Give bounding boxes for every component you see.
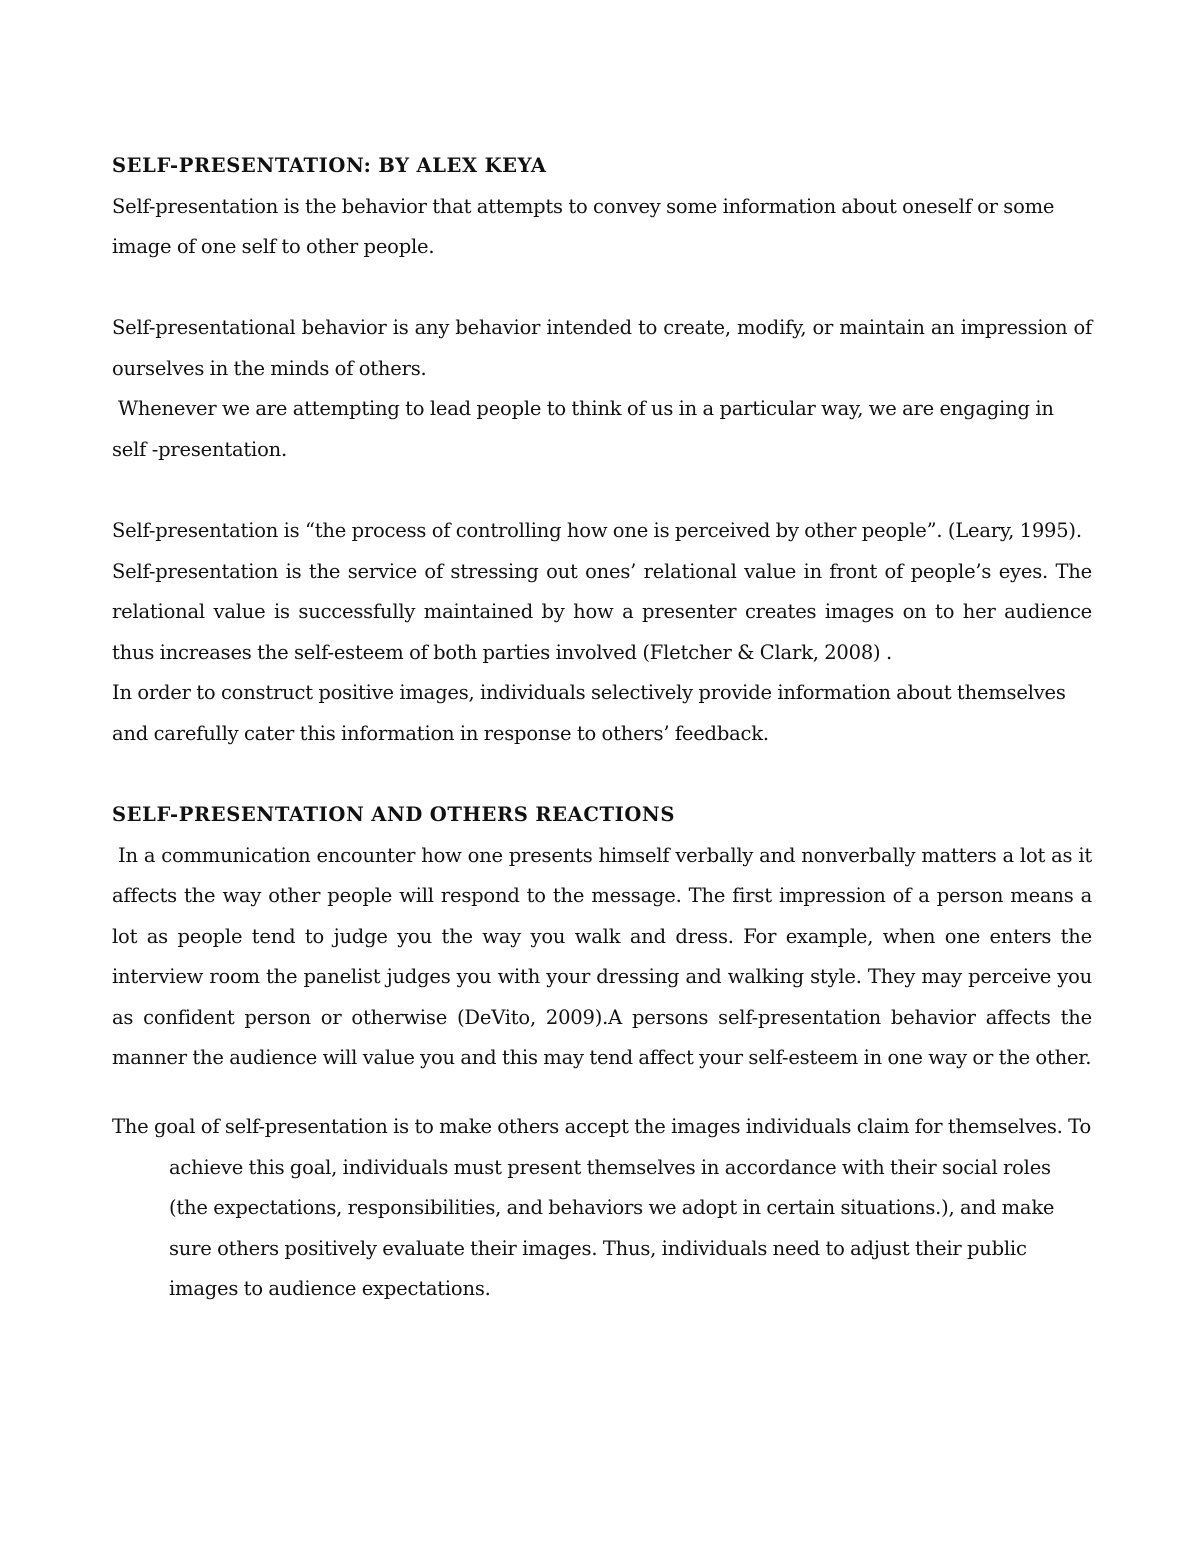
behavior-section [112, 308, 1092, 470]
definitions-section [112, 511, 1092, 754]
intro-section [112, 146, 1092, 268]
behavior-paragraph: Self-presentational behavior is any behavior intended to create, modify, or maintain an impression of ourselves in the minds of others. [112, 316, 1092, 380]
goal-section [112, 1107, 1092, 1310]
section-heading: SELF-PRESENTATION AND OTHERS REACTIONS [112, 803, 676, 826]
leary-quote-paragraph: Self-presentation is “the process of controlling how one is perceived by other people”. (Leary, 1995). [112, 519, 1082, 542]
definition-paragraph: Self-presentation is the behavior that attempts to convey some information about oneself or some image of one self to other people. [112, 194, 1055, 258]
communication-paragraph: In a communication encounter how one presents himself verbally and nonverbally matters a lot as it affects the way other people will respond to the message. The first impression of a person means a lot as people tend to judge you the way you walk and dress. For example, when one enters the interview room the panelist judges you with your dressing and walking style. They may perceive you as confident person or otherwise (DeVito, 2009).A persons self-presentation behavior affects the manner the audience will value you and this may tend affect your self-esteem in one way or the other. [112, 843, 1092, 1069]
reactions-section [112, 795, 1092, 1079]
positive-images-paragraph: In order to construct positive images, individuals selectively provide information about themselves and carefully cater this information in response to others’ feedback. [112, 681, 1066, 745]
whenever-paragraph: Whenever we are attempting to lead people to think of us in a particular way, we are engaging in self -presentation. [112, 397, 1054, 461]
document-title: SELF-PRESENTATION: BY ALEX KEYA [112, 154, 547, 177]
relational-value-paragraph: Self-presentation is the service of stressing out ones’ relational value in front of people’s eyes. The relational value is successfully maintained by how a presenter creates images on to her audience thus increases the self-esteem of both parties involved (Fletcher & Clark, 2008) . [112, 559, 1092, 664]
goal-paragraph: The goal of self-presentation is to make others accept the images individuals claim for themselves. To achieve this goal, individuals must present themselves in accordance with their social roles (the expectations, responsibilities, and behaviors we adopt in certain situations.), and make sure others positively evaluate their images. Thus, individuals need to adjust their public images to audience expectations. [112, 1115, 1092, 1300]
